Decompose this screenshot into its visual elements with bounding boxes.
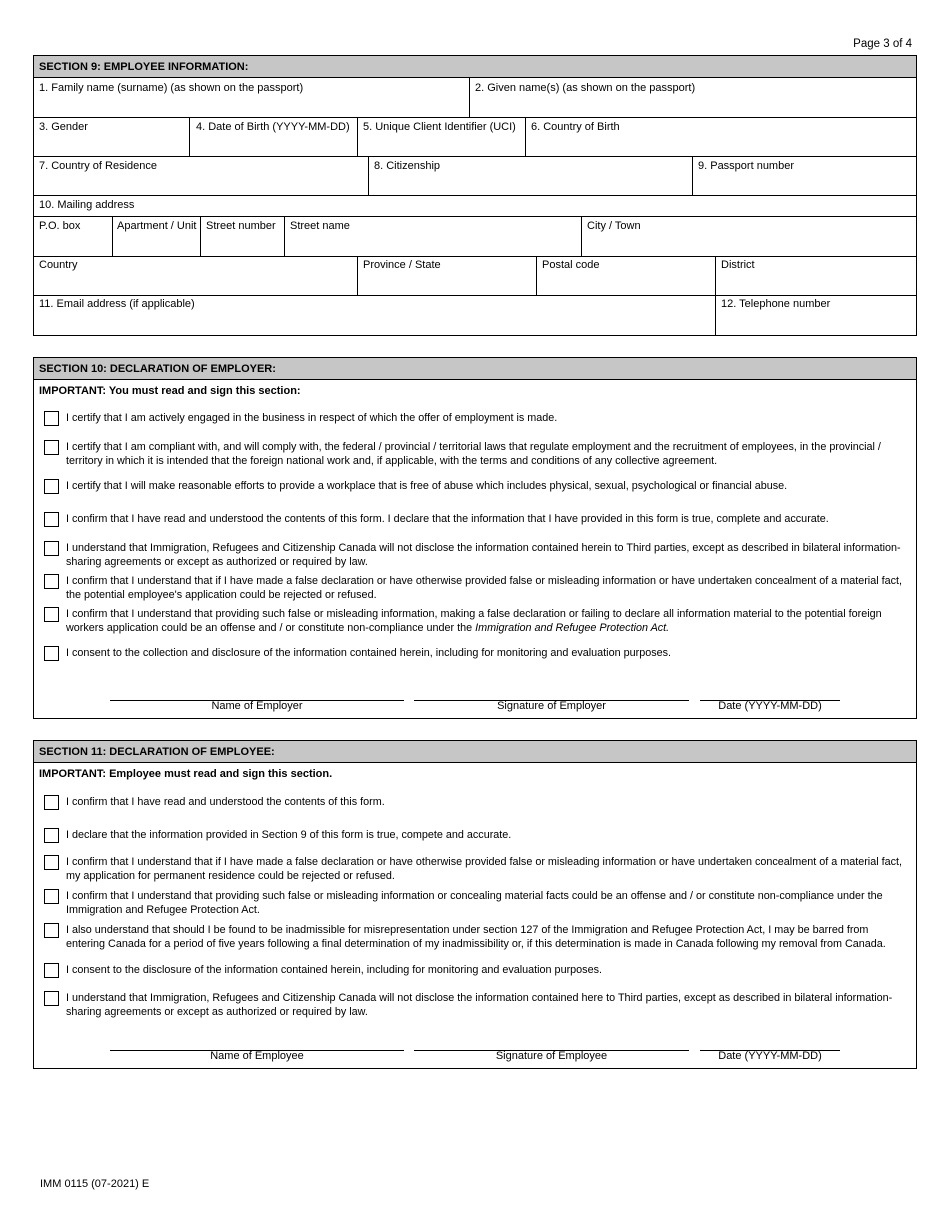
employee-declaration-item: I understand that Immigration, Refugees and Citizenship Canada will not disclose the information contained here to Third parties, except as described in bilateral information-sharing agreements or except as authorized or required by law. <box>44 991 910 1019</box>
date-of-birth-field[interactable]: 4. Date of Birth (YYYY-MM-DD) <box>196 121 350 133</box>
mailing-address-label: 10. Mailing address <box>39 199 135 211</box>
section-10-declaration-of-employer <box>33 357 917 719</box>
section-11-declaration-of-employee <box>33 740 917 1069</box>
district-field[interactable]: District <box>721 259 755 271</box>
family-name-field[interactable]: 1. Family name (surname) (as shown on the passport) <box>39 82 304 94</box>
country-of-residence-field[interactable]: 7. Country of Residence <box>39 160 158 172</box>
employee-declaration-item: I consent to the disclosure of the information contained herein, including for monitoring and evaluation purposes. <box>44 963 910 978</box>
employee-declaration-checkbox-6[interactable] <box>44 963 59 978</box>
employee-declaration-checkbox-2[interactable] <box>44 828 59 843</box>
employer-declaration-checkbox-5[interactable] <box>44 541 59 556</box>
employee-declaration-checkbox-5[interactable] <box>44 923 59 938</box>
signature-of-employee-label: Signature of Employee <box>495 1050 608 1062</box>
city-town-field[interactable]: City / Town <box>587 220 641 232</box>
gender-field[interactable]: 3. Gender <box>39 121 88 133</box>
employer-declaration-checkbox-1[interactable] <box>44 411 59 426</box>
section-9-title: SECTION 9: EMPLOYEE INFORMATION: <box>34 56 916 78</box>
po-box-field[interactable]: P.O. box <box>39 220 81 232</box>
employer-declaration-checkbox-8[interactable] <box>44 646 59 661</box>
country-field[interactable]: Country <box>39 259 78 271</box>
page-number: Page 3 of 4 <box>853 38 912 50</box>
employer-declaration-checkbox-3[interactable] <box>44 479 59 494</box>
item-7-text: I confirm that I understand that providing such false or misleading information, making a false declaration or failing to declare all information material to the potential foreign workers application could be an offense and / or constitute non-compliance under the <box>66 608 882 634</box>
given-names-field[interactable]: 2. Given name(s) (as shown on the passport) <box>475 82 696 94</box>
form-code: IMM 0115 (07-2021) E <box>40 1178 150 1190</box>
employee-date-label: Date (YYYY-MM-DD) <box>718 1050 822 1062</box>
street-name-field[interactable]: Street name <box>290 220 350 232</box>
section-9-employee-information <box>33 55 917 336</box>
employee-declaration-item: I confirm that I understand that providing such false or misleading information or concealing material facts could be an offense and / or constitute non-compliance under the Immigration and Refugee Protection Act. <box>44 889 910 917</box>
employer-declaration-item <box>44 607 910 635</box>
employee-declaration-item: I also understand that should I be found to be inadmissible for misrepresentation under section 127 of the Immigration and Refugee Protection Act, I may be barred from entering Canada for a period of five years following a final determination of my inadmissibility or, if this determination is made in Canada following my removal from Canada. <box>44 923 910 951</box>
employee-declaration-checkbox-7[interactable] <box>44 991 59 1006</box>
employer-declaration-checkbox-2[interactable] <box>44 440 59 455</box>
street-number-field[interactable]: Street number <box>206 220 276 232</box>
section-11-important: IMPORTANT: Employee must read and sign this section. <box>39 768 333 780</box>
employer-declaration-checkbox-7[interactable] <box>44 607 59 622</box>
employer-declaration-item: I confirm that I understand that if I have made a false declaration or have otherwise provided false or misleading information or have undertaken concealment of a material fact, the potential employee's application could be rejected or refused. <box>44 574 910 602</box>
employer-declaration-item: I understand that Immigration, Refugees and Citizenship Canada will not disclose the information contained herein to Third parties, except as described in bilateral information-sharing agreements or except as authorized or required by law. <box>44 541 910 569</box>
name-of-employer-label: Name of Employer <box>211 700 303 712</box>
section-10-title: SECTION 10: DECLARATION OF EMPLOYER: <box>34 358 916 380</box>
apartment-unit-field[interactable]: Apartment / Unit <box>117 220 197 232</box>
act-name: Immigration and Refugee Protection Act. <box>475 622 670 634</box>
employer-declaration-item: I certify that I am actively engaged in the business in respect of which the offer of employment is made. <box>44 411 910 426</box>
employer-declaration-item: I certify that I will make reasonable efforts to provide a workplace that is free of abuse which includes physical, sexual, psychological or financial abuse. <box>44 479 910 494</box>
employer-declaration-item: I consent to the collection and disclosure of the information contained herein, including for monitoring and evaluation purposes. <box>44 646 910 661</box>
signature-of-employer-label: Signature of Employer <box>497 700 606 712</box>
citizenship-field[interactable]: 8. Citizenship <box>374 160 441 172</box>
employee-declaration-checkbox-3[interactable] <box>44 855 59 870</box>
employer-declaration-checkbox-4[interactable] <box>44 512 59 527</box>
country-of-birth-field[interactable]: 6. Country of Birth <box>531 121 620 133</box>
section-10-important: IMPORTANT: You must read and sign this section: <box>39 385 301 397</box>
employee-declaration-item: I confirm that I understand that if I have made a false declaration or have otherwise provided false or misleading information or have undertaken concealment of a material fact, my application for permanent residence could be rejected or refused. <box>44 855 910 883</box>
employee-declaration-checkbox-1[interactable] <box>44 795 59 810</box>
section-11-title: SECTION 11: DECLARATION OF EMPLOYEE: <box>34 741 916 763</box>
employee-declaration-item: I declare that the information provided in Section 9 of this form is true, compete and accurate. <box>44 828 910 843</box>
employer-declaration-checkbox-6[interactable] <box>44 574 59 589</box>
province-state-field[interactable]: Province / State <box>363 259 441 271</box>
employer-declaration-item: I certify that I am compliant with, and will comply with, the federal / provincial / territorial laws that regulate employment and the recruitment of employees, in the provincial / territory in which it is intended that the foreign national work and, if applicable, with the terms and conditions of any collective agreement. <box>44 440 910 468</box>
employer-date-label: Date (YYYY-MM-DD) <box>718 700 822 712</box>
uci-field[interactable]: 5. Unique Client Identifier (UCI) <box>363 121 516 133</box>
email-address-field[interactable]: 11. Email address (if applicable) <box>39 298 195 310</box>
telephone-number-field[interactable]: 12. Telephone number <box>721 298 831 310</box>
employer-declaration-item: I confirm that I have read and understood the contents of this form. I declare that the information that I have provided in this form is true, complete and accurate. <box>44 512 910 527</box>
passport-number-field[interactable]: 9. Passport number <box>698 160 794 172</box>
employee-declaration-checkbox-4[interactable] <box>44 889 59 904</box>
name-of-employee-label: Name of Employee <box>210 1050 304 1062</box>
employee-declaration-item: I confirm that I have read and understood the contents of this form. <box>44 795 910 810</box>
postal-code-field[interactable]: Postal code <box>542 259 600 271</box>
